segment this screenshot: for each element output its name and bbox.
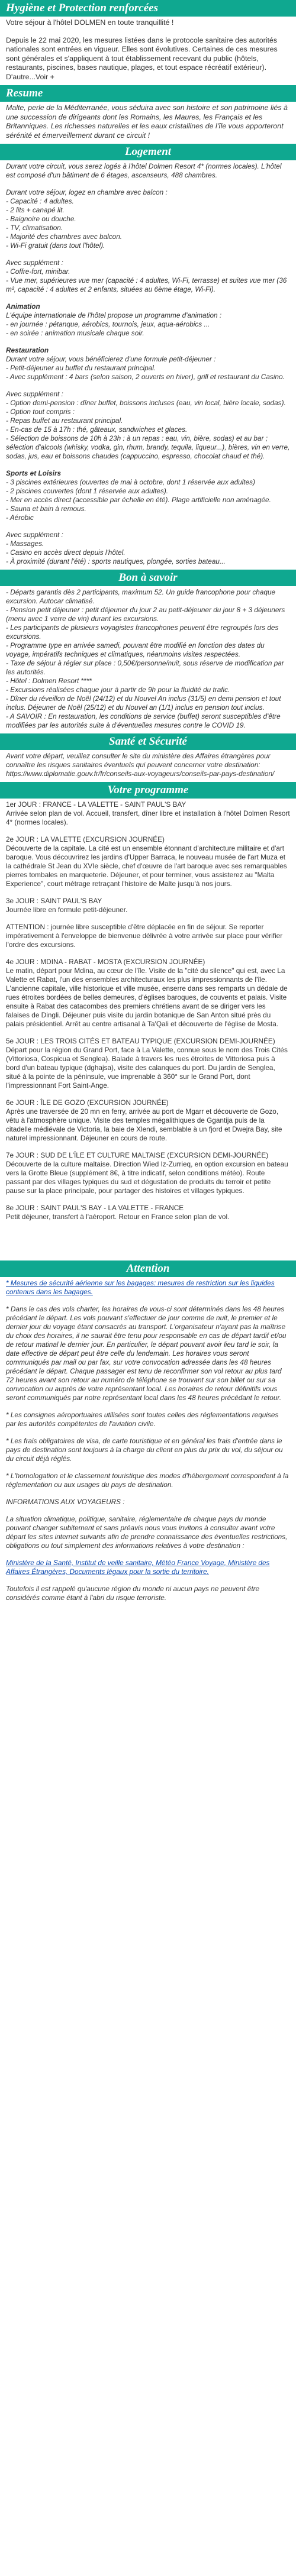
attention-line[interactable]: Ministère de la Santé, Institut de veille sanitaire, Météo France Voyage, Ministère des Affaires Étrangères, Documents légaux pour la sortie du territoire. (6, 1559, 270, 1576)
logement-line: - Sauna et bain à remous. (6, 505, 86, 513)
logement-line: - Aérobic (6, 513, 34, 522)
logement-line: - en journée : pétanque, aérobics, tournois, jeux, aqua-aérobics ... (6, 320, 210, 328)
bon-a-savoir-line: - Pension petit déjeuner : petit déjeuner du jour 2 au petit-déjeuner du jour 8 + 3 déjeuners (menu avec 1 verre de vin) durant les excursions. (6, 606, 285, 623)
section-title-hygiene: Hygiène et Protection renforcées (0, 0, 296, 17)
attention-line: INFORMATIONS AUX VOYAGEURS : (6, 1498, 125, 1506)
attention-line: * L'homologation et le classement touristique des modes d'hébergement correspondent à la réglementation ou aux usages du pays de destination. (6, 1472, 289, 1489)
logement-line: - Avec supplément : 4 bars (selon saison, 2 ouverts en hiver), grill et restaurant du Casino. (6, 373, 285, 381)
logement-line: - Majorité des chambres avec balcon. (6, 232, 123, 241)
logement-line: - Wi-Fi gratuit (dans tout l'hôtel). (6, 241, 105, 250)
programme-day-text: Journée libre en formule petit-déjeuner. (6, 906, 128, 914)
logement-line: - Sélection de boissons de 10h à 23h : à un repas : eau, vin, bière, sodas) et au bar ; sélection d'alcools (whisky, vodka, gin, rhum, brandy, tequila, liqueur...), bières, vin en verre, sodas, jus, eau et boissons chaudes (cappuccino, espresso, chocolat chaud et thé). (6, 434, 290, 460)
programme-day-title: 8e JOUR : SAINT PAUL'S BAY - LA VALETTE - FRANCE (6, 1204, 184, 1212)
bon-a-savoir-line: - Excursions réalisées chaque jour à partir de 9h pour la fluidité du trafic. (6, 686, 230, 694)
logement-line: - 3 piscines extérieures (ouvertes de mai à octobre, dont 1 réservée aux adultes) (6, 478, 255, 486)
programme-day-text: Après une traversée de 20 mn en ferry, arrivée au port de Mgarr et découverte de Gozo, vêtu à l'atmosphère unique. Visite des temples mégalithiques de Ggantija puis de la citadelle médiévale de Victoria, la baie de Xlendi, semblable à un fjord et Dwejra Bay, site naturel impressionnant. Déjeuner en cours de route. (6, 1107, 282, 1142)
sante-text: Avant votre départ, veuillez consulter le site du ministère des Affaires étrangères pour connaître les risques sanitaires éventuels qui peuvent concerner votre destination: https://www.diplomatie.gouv.fr/fr/conseils-aux-voyageurs/conseils-par-pays-destination/ (6, 752, 275, 778)
logement-line: - Baignoire ou douche. (6, 215, 76, 223)
logement-line: Avec supplément : (6, 390, 63, 398)
programme-day-text: Départ pour la région du Grand Port, face à La Valette, connue sous le nom des Trois Cités (Vittoriosa, Cospicua et Senglea). Balade à travers les rues étroites de Vittoriosa puis à bord d'un bateau typique (dghajsa), visite des calanques du port. Du jardin de Senglea, situé à la pointe de la péninsule, vue imprenable à 360° sur le Grand Port, dont l'impressionnant Fort Saint-Ange. (6, 1046, 288, 1090)
resume-text: Malte, perle de la Méditerranée, vous séduira avec son histoire et son patrimoine liés à une succession de dirigeants dont les Romains, les Maures, les Français et les Britanniques. Les richesses naturelles et les eaux cristallines de l'île vous apporteront sérénité et émerveillement durant ce circuit ! (6, 104, 288, 140)
logement-line: Durant votre séjour, logez en chambre avec balcon : (6, 188, 168, 196)
logement-line: - Option demi-pension : dîner buffet, boissons incluses (eau, vin local, bière locale, sodas). (6, 399, 286, 407)
logement-line: Sports et Loisirs (6, 469, 62, 477)
programme-day-title: 2e JOUR : LA VALETTE (EXCURSION JOURNÉE) (6, 835, 165, 843)
programme-day-title: 1er JOUR : FRANCE - LA VALETTE - SAINT PAUL'S BAY (6, 800, 186, 809)
logement-line: - Option tout compris : (6, 408, 75, 416)
logement-line: - Casino en accès direct depuis l'hôtel. (6, 548, 126, 557)
section-title-bon-a-savoir: Bon à savoir (0, 570, 296, 586)
logement-line: - Coffre-fort, minibar. (6, 267, 70, 276)
logement-line: - Repas buffet au restaurant principal. (6, 416, 123, 425)
programme-day-text: Petit déjeuner, transfert à l'aéroport. Retour en France selon plan de vol. (6, 1213, 230, 1221)
section-title-resume: Resume (0, 85, 296, 102)
logement-body (0, 160, 296, 570)
resume-body (0, 102, 296, 144)
bon-a-savoir-line: - Départs garantis dès 2 participants, maximum 52. Un guide francophone pour chaque excursion. Autocar climatisé. (6, 588, 276, 605)
logement-line: L'équipe internationale de l'hôtel propose un programme d'animation : (6, 311, 222, 319)
hygiene-body (0, 17, 296, 85)
programme-day-text: Découverte de la culture maltaise. Direction Wied Iz-Zurrieq, en option excursion en bateau vers la Grotte Bleue (supplément 8€, à titre indicatif, selon conditions météo). Route passant par des villages typiques du sud et dégustation de produits du terroir et petite pause sur la place principale, pour partager des histoires et villages typiques. (6, 1160, 288, 1195)
section-title-sante: Santé et Sécurité (0, 733, 296, 750)
programme-day-text: Découverte de la capitale. La cité est un ensemble étonnant d'architecture militaire et d'art baroque. Vous découvrirez les jardins d'Upper Barraca, le nouveau musée de l'art Muza et la cathédrale St Jean du XVIe siècle, chef d'œuvre de l'art baroque avec ses remarquables pierres tombales en marqueterie. Déjeuner, et pour terminer, vous assisterez au "Malta Experience", court métrage retraçant l'histoire de Malte jusqu'à nos jours. (6, 844, 287, 888)
hygiene-line: Depuis le 22 mai 2020, les mesures listées dans le protocole sanitaire des autorités nationales sont entrées en vigueur. Elles sont évolutives. Certaines de ces mesures sont générales et s'appliquent à tout établissement recevant du public (hôtels, restaurants, piscines, bases nautique, plages, et tout espace récréatif extérieur). D'autre...Voir + (6, 35, 278, 81)
logement-line: - En-cas de 15 à 17h : thé, gâteaux, sandwiches et glaces. (6, 425, 188, 434)
logement-line: - Capacité : 4 adultes. (6, 197, 74, 205)
bon-a-savoir-line: - A SAVOIR : En restauration, les conditions de service (buffet) seront susceptibles d'être modifiées par les autorités suite à d'éventuelles mesures contre le COVID 19. (6, 712, 281, 729)
logement-line: Animation (6, 302, 40, 311)
logement-line: - TV, climatisation. (6, 224, 63, 232)
attention-line: * Les frais obligatoires de visa, de carte touristique et en général les frais d'entrée dans le pays de destination sont toujours à la charge du client en plus du prix du vol, du séjour ou du circuit déjà réglés. (6, 1437, 283, 1463)
logement-line: Restauration (6, 346, 49, 354)
logement-line: Avec supplément : (6, 258, 63, 267)
attention-line: * Les consignes aéroportuaires utilisées sont toutes celles des réglementations requises par les autorités compétentes de l'aviation civile. (6, 1411, 279, 1428)
attention-line: * Dans le cas des vols charter, les horaires de vous-ci sont déterminés dans les 48 heures précédant le départ. Les vols pouvant s'effectuer de jour comme de nuit, le premier et le dernier jour du voyage étant consacrés au transport. L'organisateur n'ayant pas la maîtrise du choix des horaires, il ne saurait être tenu pour responsable en cas de départ tardif et/ou de retour matinal le dernier jour. En particulier, le départ pouvant avoir lieu tard le soir, la date effective de départ peut être celle du lendemain. Les horaires vous seront communiqués par mail ou par fax, sur votre convocation adressée dans les 48 heures précédant le départ. Chaque passager est tenu de reconfirmer son vol retour au plus tard 72 heures avant son retour au numéro de téléphone se trouvant sur son billet ou sur sa convocation ou auprès de votre représentant local. Les horaires de retour définitifs vous seront communiqués par notre représentant local dans les 48 heures précédant le retour. (6, 1305, 287, 1402)
logement-line: - Mer en accès direct (accessible par échelle en été). Plage artificielle non aménagée. (6, 496, 271, 504)
logement-line: - Petit-déjeuner au buffet du restaurant principal. (6, 364, 156, 372)
attention-body (0, 1277, 296, 1606)
programme-day-title: 6e JOUR : ÎLE DE GOZO (EXCURSION JOURNÉE) (6, 1098, 169, 1107)
programme-day-text: Le matin, départ pour Mdina, au cœur de l'île. Visite de la "cité du silence" qui est, avec La Valette et Rabat, l'un des ensembles architecturaux les plus impressionnants de l'île. L'ancienne capitale, ville historique et ville musée, enserre dans ses remparts un dédale de rues étroites bordées de belles demeures, d'églises baroques, de couvents et palais. Visite ensuite à Rabat des catacombes des premiers chrétiens avant de se diriger vers les falaises de Dingli. Déjeuner puis visite du jardin botanique de San Anton situé près du palais présidentiel. Arrêt au centre artisanal à Ta'Qali et découverte de l'église de Mosta. (6, 967, 288, 1028)
programme-day-title: 3e JOUR : SAINT PAUL'S BAY (6, 897, 102, 905)
sante-body (0, 750, 296, 782)
section-title-logement: Logement (0, 144, 296, 160)
logement-line: Durant votre séjour, vous bénéficierez d'une formule petit-déjeuner : (6, 355, 216, 363)
logement-line: - Vue mer, supérieures vue mer (capacité : 4 adultes, Wi-Fi, terrasse) et suites vue mer (36 m², capacité : 4 adultes et 2 enfants, situées au 6ème étage, Wi-Fi). (6, 276, 287, 293)
programme-body (0, 799, 296, 1225)
programme-day-title: ATTENTION : journée libre susceptible d'être déplacée en fin de séjour. Se reporter impérativement à l'enveloppe de bienvenue délivrée à votre arrivée sur place pour vérifier l'ordre des excursions. (6, 923, 283, 949)
section-title-programme: Votre programme (0, 782, 296, 799)
logement-line: - en soirée : animation musicale chaque soir. (6, 329, 144, 337)
bon-a-savoir-line: - Taxe de séjour à régler sur place : 0,50€/personne/nuit, sous réserve de modification par les autorités. (6, 659, 284, 676)
logement-line: Durant votre circuit, vous serez logés à l'hôtel Dolmen Resort 4* (normes locales). L'hôtel est composé d'un bâtiment de 6 étages, ascenseurs, 488 chambres. (6, 162, 282, 179)
programme-day-title: 5e JOUR : LES TROIS CITÉS ET BATEAU TYPIQUE (EXCURSION DEMI-JOURNÉE) (6, 1037, 275, 1045)
programme-day-title: 7e JOUR : SUD DE L'ÎLE ET CULTURE MALTAISE (EXCURSION DEMI-JOURNÉE) (6, 1151, 269, 1159)
programme-day-title: 4e JOUR : MDINA - RABAT - MOSTA (EXCURSION JOURNÉE) (6, 958, 205, 966)
bon-a-savoir-line: - Programme type en arrivée samedi, pouvant être modifié en fonction des dates du voyage, impératifs techniques et climatiques, néanmoins visites respectées. (6, 641, 265, 658)
bon-a-savoir-body (0, 586, 296, 733)
programme-day-text: Arrivée selon plan de vol. Accueil, transfert, dîner libre et installation à l'hôtel Dolmen Resort 4* (normes locales). (6, 809, 290, 826)
bon-a-savoir-line: - Dîner du réveillon de Noël (24/12) et du Nouvel An inclus (31/5) en demi pension et tout inclus. Déjeuner de Noël (25/12) et du Nouvel an (1/1) inclus en pension tout inclus. (6, 694, 281, 712)
logement-line: - 2 lits + canapé lit. (6, 206, 65, 214)
bon-a-savoir-line: - Les participants de plusieurs voyagistes francophones peuvent être regroupés lors des excursions. (6, 623, 279, 641)
attention-line[interactable]: * Mesures de sécurité aérienne sur les bagages: mesures de restriction sur les liquides contenus dans les bagages. (6, 1279, 275, 1296)
attention-line: La situation climatique, politique, sanitaire, réglementaire de chaque pays du monde pouvant changer subitement et sans préavis nous vous invitons à consulter avant votre départ les sites internet suivants afin de prendre connaissance des éventuelles restrictions, obligations ou tout simplement des informations relatives à votre destination : (6, 1515, 288, 1550)
logement-line: - À proximité (durant l'été) : sports nautiques, plongée, sorties bateau... (6, 557, 226, 565)
logement-line: - Massages. (6, 539, 44, 548)
logement-line: - 2 piscines couvertes (dont 1 réservée aux adultes). (6, 487, 169, 495)
logement-line: Avec supplément : (6, 531, 63, 539)
section-title-attention: Attention (0, 1260, 296, 1277)
hygiene-line: Votre séjour à l'hôtel DOLMEN en toute tranquillité ! (6, 18, 174, 27)
bon-a-savoir-line: - Hôtel : Dolmen Resort **** (6, 677, 92, 685)
attention-line: Toutefois il est rappelé qu'aucune région du monde ni aucun pays ne peuvent être considérés comme étant à l'abri du risque terroriste. (6, 1585, 260, 1602)
